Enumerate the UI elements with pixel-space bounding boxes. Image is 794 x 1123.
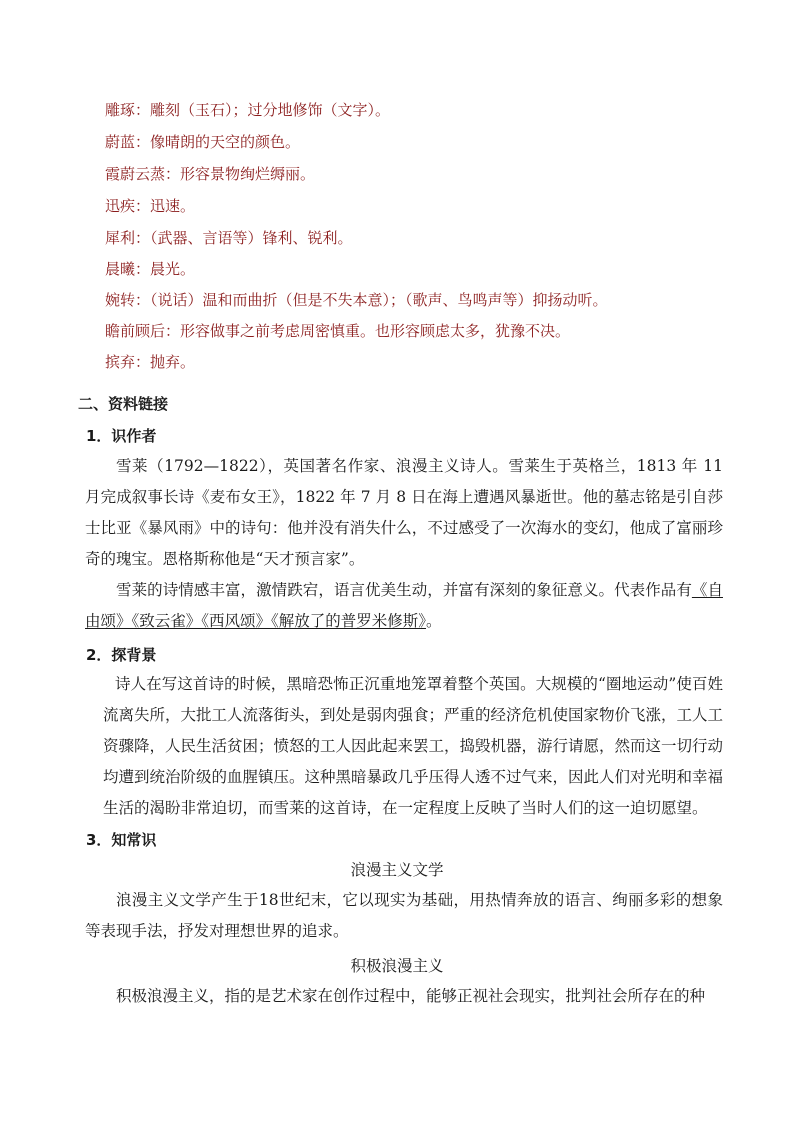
topic-title-romanticism: 浪漫主义文学 <box>350 861 444 879</box>
vocab-item: 婉转：（说话）温和而曲折（但是不失本意）；（歌声、鸟鸣声等）抑扬动听。 <box>105 291 608 309</box>
section-heading: 二、资料链接 <box>78 395 169 413</box>
works-lead-text: 雪莱的诗情感丰富，激情跌宕，语言优美生动，并富有深刻的象征意义。代表作品有 <box>116 581 692 599</box>
vocab-item: 霞蔚云蒸：形容景物绚烂缛丽。 <box>105 165 316 183</box>
works-end-text: 。 <box>426 612 442 630</box>
vocab-item: 晨曦：晨光。 <box>105 260 196 278</box>
subsection-heading-background: 2．探背景 <box>86 646 157 664</box>
subsection-heading-author: 1．识作者 <box>86 427 157 445</box>
background-text: 诗人在写这首诗的时候，黑暗恐怖正沉重地笼罩着整个英国。大规模的“圈地运动”使百姓流离失所，大批工人流落街头，到处是弱肉强食；严重的经济危机使国家物价飞涨，工人工资骤降，人民生活贫困；愤怒的工人因此起来罢工，捣毁机器，游行请愿，然而这一切行动均遭到统治阶级的血腥镇压。这种黑暗暴政几乎压得人透不过气来，因此人们对光明和幸福生活的渴盼非常迫切，而雪莱的这首诗，在一定程度上反映了当时人们的这一迫切愿望。 <box>103 675 724 817</box>
romanticism-paragraph: 浪漫主义文学产生于18世纪末，它以现实为基础，用热情奔放的语言、绚丽多彩的想象等表现手法，抒发对理想世界的追求。 <box>85 891 723 940</box>
vocab-item: 摈弃：抛弃。 <box>105 353 196 371</box>
positive-romanticism-paragraph: 积极浪漫主义，指的是艺术家在创作过程中，能够正视社会现实，批判社会所存在的种 <box>116 987 706 1005</box>
vocab-item: 迅疾：迅速。 <box>105 197 196 215</box>
subsection-heading-knowledge: 3．知常识 <box>86 831 157 849</box>
vocab-item: 蔚蓝：像晴朗的天空的颜色。 <box>105 133 301 151</box>
vocab-item: 瞻前顾后：形容做事之前考虑周密慎重。也形容顾虑太多，犹豫不决。 <box>105 322 571 340</box>
works-list: 《自由颂》《致云雀》《西风颂》《解放了的普罗米修斯》 <box>85 581 723 630</box>
background-paragraph <box>103 669 723 824</box>
works-paragraph <box>85 575 723 637</box>
vocab-item: 犀利：（武器、言语等）锋利、锐利。 <box>105 229 353 247</box>
author-paragraph: 雪莱（1792—1822），英国著名作家、浪漫主义诗人。雪莱生于英格兰，1813 年 11 月完成叙事长诗《麦布女王》，1822 年 7 月 8 日在海上遭遇风暴逝世。他的墓志铭是引自莎士比亚《暴风雨》中的诗句：他并没有消失什么，不过感受了一次海水的变幻，他成了富丽珍奇的瑰宝。恩格斯称他是“天才预言家”。 <box>85 457 723 568</box>
vocab-item: 雕琢：雕刻（玉石）；过分地修饰（文字）。 <box>105 101 391 119</box>
topic-title-positive-romanticism: 积极浪漫主义 <box>350 957 444 975</box>
